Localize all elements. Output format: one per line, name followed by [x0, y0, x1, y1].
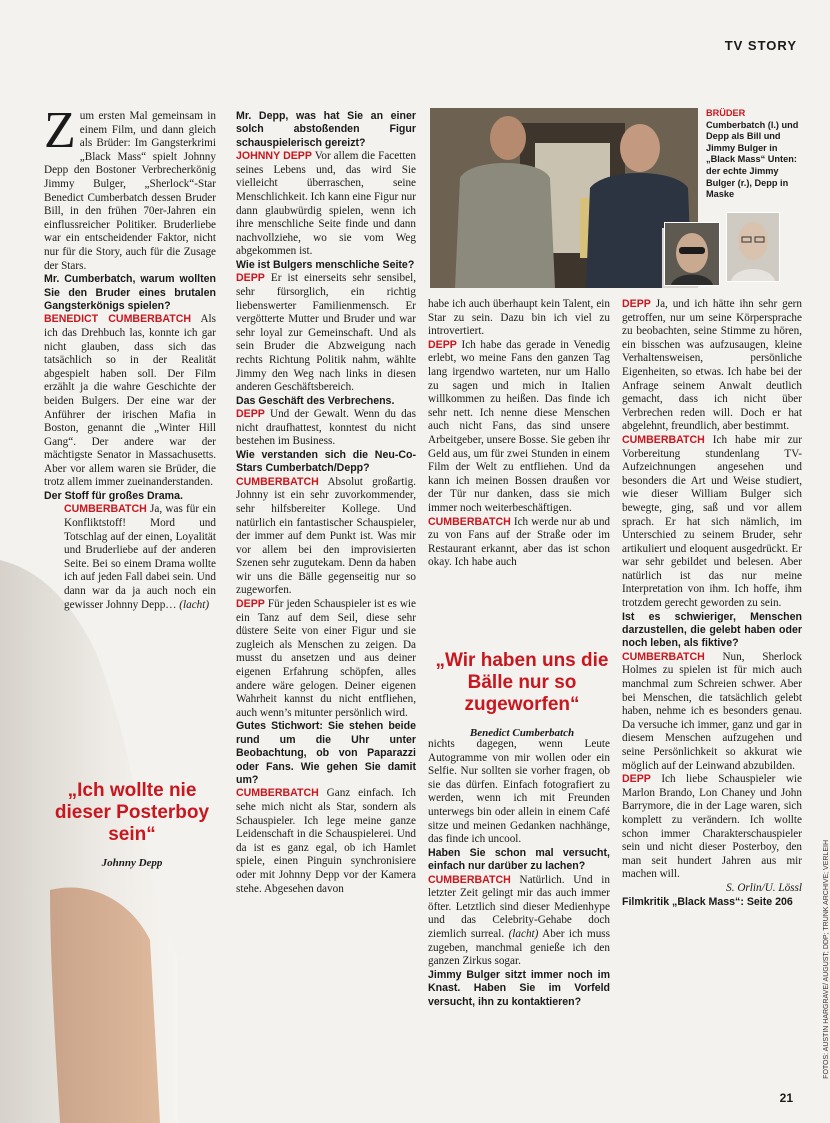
question: Haben Sie schon mal versucht, einfach nur darüber zu lachen?	[428, 846, 610, 873]
speaker-label: BENEDICT CUMBERBATCH	[44, 313, 192, 326]
answer: CUMBERBATCH Nun, Sherlock Holmes zu spielen ist für mich auch manchmal zum Schreien schwer. Aber bei Menschen, die tatsächlich gelebt haben, nehme ich es besonders genau. Da versuche ich immer, ganz und gar in diesem Menschen aufzugehen und seine Persönlichkeit so akkurat wie möglich auf der Leinwand abzubilden.	[622, 650, 802, 772]
answer: DEPP Und der Gewalt. Wenn du das nicht draufhattest, konntest du nicht bestehen im Business.	[236, 408, 417, 448]
question: Der Stoff für großes Drama.	[44, 490, 183, 503]
answer: CUMBERBATCH Ganz einfach. Ich sehe mich nicht als Star, sondern als Schauspieler. Ich lege meine ganze Leidenschaft in die Schauspielerei. Und da ist es ganz egal, ob ich Hamlet spiele, einen Pinguin synchronisiere oder mit Johnny Depp vor der Kamera stehe. Abgesehen davon	[236, 787, 416, 895]
answer: BENEDICT CUMBERBATCH Als ich das Drehbuch las, konnte ich gar nicht glauben, dass sich das tatsächlich so in der Realität abgespielt haben soll. Der Film erzählt ja die wahre Geschichte der beiden Bulgers. Der eine war der Anführer der irischen Mafia in Boston, genannt die „Winter Hill Gang“. Der andere war der mächtigste Senator in Massachusetts. Aber vor allem waren sie Brüder, die trotz allem immer zueinanderstanden.	[44, 313, 216, 489]
pullquote-cumberbatch	[434, 650, 610, 744]
pullquote-author: Johnny Depp	[101, 857, 163, 869]
answer: JOHNNY DEPP Vor allem die Facetten seines Lebens und, das wird Sie vielleicht überraschen, seine Menschlichkeit. Ich kann eine Figur nur dann glaubwürdig spielen, wenn ich ihre menschliche Seite finde und dann nachvollziehe, wo sie vom Weg abgekommen ist.	[236, 150, 417, 258]
question: Das Geschäft des Verbrechens.	[236, 394, 395, 407]
intro-paragraph: Zum ersten Mal gemeinsam in einem Film, und dann gleich als Brüder: Im Gangsterkrimi „Black Mass“ spielt Johnny Depp den Bostoner Verbrecherkönig Jimmy Bulger, „Sherlock“-Star Benedict Cumberbatch dessen Bruder Bill, in den frühen 70er-Jahren ein einflussreicher Politiker. Bruderliebe war ein entscheidender Faktor, nicht nur für die Story, auch für die Zusage der Stars.	[44, 102, 216, 272]
pullquote-depp	[38, 780, 226, 874]
question: Wie ist Bulgers menschliche Seite?	[236, 258, 415, 271]
answer: DEPP Er ist einerseits sehr sensibel, sehr fürsorglich, ein richtig liebenswerter Familienmensch. Er vergötterte Mutter und Bruder und war sehr loyal zur Gemeinschaft. Und als sein Bruder die Abzweigung nach rechts Richtung Politik nahm, wählte Jimmy den Weg nach links in diesen anderen Geschäftsbereich.	[236, 272, 417, 394]
answer: DEPP Ich liebe Schauspieler wie Marlon Brando, Lon Chaney und John Barrymore, die in der Lage waren, sich komplett zu verändern. Ich wollte schon immer Charakterschauspieler sein und nicht dieser Posterboy, den man seit hundert Jahren aus mir machen will.	[622, 773, 803, 881]
answer: nichts dagegen, wenn Leute Autogramme von mir wollen oder ein Selfie. Nur sollten sie vorher fragen, ob sie das dürfen. Einfach fotografiert zu werden, wenn ich mit Freunden unterwegs bin oder allein in einem Café sitze und meinen Gedanken nachhänge, das finde ich uncool.	[428, 738, 610, 846]
answer: CUMBERBATCH Ich werde nur ab und zu von Fans auf der Straße oder im Restaurant erkannt, aber das ist schon okay. Ich habe auch	[428, 515, 611, 569]
speaker-label: CUMBERBATCH	[64, 503, 147, 516]
movie-still-photo	[430, 108, 698, 288]
question: Wie verstanden sich die Neu-Co-Stars Cumberbatch/Depp?	[236, 448, 416, 475]
answer: CUMBERBATCH Ich habe mir zur Vorbereitung stundenlang TV-Aufzeichnungen angesehen und besonders die Art und Weise studiert, wie dieser William Bulger sich bewegte, ging, saß und vor allem sprach. Er hat sich nämlich, im Unterschied zu seinem Bruder, sehr artikuliert und eloquent ausgedrückt. Er war sehr gebildet und belesen. Aber natürlich ist das nur meine Interpretation von ihm. Ich hoffe, ihm trotzdem gerecht geworden zu sein.	[622, 433, 802, 610]
article-column-1	[44, 102, 216, 612]
answer: habe ich auch überhaupt kein Talent, ein Star zu sein. Dazu bin ich viel zu introvertiert.	[428, 298, 610, 338]
caption-kicker: BRÜDER	[706, 108, 746, 118]
article-column-2	[236, 110, 416, 896]
question: Mr. Cumberbatch, warum wollten Sie den Bruder eines brutalen Gangsterkönigs spielen?	[44, 273, 216, 312]
article-column-4	[622, 298, 802, 909]
section-title: TV STORY	[724, 38, 797, 53]
film-review-reference: Filmkritik „Black Mass“: Seite 206	[622, 895, 793, 908]
pullquote-text: „Ich wollte nie dieser Posterboy sein“	[54, 780, 210, 845]
page-number: 21	[779, 1091, 793, 1105]
answer: DEPP Ja, und ich hätte ihn sehr gern getroffen, nur um seine Körpersprache zu beobachten, seine Stimme zu hören, ein bisschen was aufzusaugen, kleine Verhaltensweisen, persönliche Eigenheiten, so etwas. Ich habe bei der Anfrage seinem Anwalt deutlich gemacht, dass ich nicht über Verbrechen reden will. Doch er hat abgelehnt, freundlich, aber bestimmt.	[622, 298, 802, 433]
question: Mr. Depp, was hat Sie an einer solch abstoßenden Figur schauspielerisch gereizt?	[236, 110, 416, 149]
author-signature: S. Orlin/U. Lössl	[726, 881, 802, 894]
photo-credit: FOTOS: AUSTIN HARGRAVE/ AUGUST; DDP; TRUNK ARCHIVE; VERLEIH	[823, 840, 830, 1079]
article-column-3-cont	[428, 738, 610, 1009]
pullquote-text: „Wir haben uns die Bälle nur so zugeworfen“	[435, 650, 609, 715]
article-column-3	[428, 298, 610, 570]
question: Jimmy Bulger sitzt immer noch im Knast. Haben Sie im Vorfeld versucht, ihn zu kontaktieren?	[428, 968, 610, 1008]
drop-cap: Z	[44, 102, 76, 159]
photo-caption	[706, 108, 806, 201]
answer: CUMBERBATCH Natürlich. Und in letzter Zeit gelingt mir das auch immer öfter. Letztlich sind dieser Medienhype und das Celebrity-Gehabe doch ziemlich surreal. (lacht) Aber ich muss zugeben, manchmal genieße ich den ganzen Zirkus sogar.	[428, 873, 610, 968]
caption-text: Cumberbatch (l.) und Depp als Bill und Jimmy Bulger in „Black Mass“ Unten: der echte Jimmy Bulger (r.), Depp in Maske	[706, 119, 799, 200]
depp-mask-thumbnail	[664, 222, 720, 286]
answer: CUMBERBATCH Absolut großartig. Johnny ist ein sehr zuvorkommender, sehr hilfsbereiter Kollege. Und natürlich ein fantastischer Schauspieler, der immer auf dem Punkt ist. Was mir vor allem bei den improvisierten Szenen sehr zugutekam. Denn da haben wir uns die Bälle gegenseitig nur so zugeworfen.	[236, 475, 416, 597]
pullquote-author: Benedict Cumberbatch	[469, 727, 575, 739]
answer: DEPP Für jeden Schauspieler ist es wie ein Tanz auf dem Seil, diese sehr düstere Seite von einer Figur und sie zugleich als Menschen zu zeigen. Da musst du ansetzen und aus deiner eigenen Erfahrung schöpfen, alles andere wäre gelogen. Deiner eigenen Wahrheit kannst du nicht entfliehen, auch wenn’s mitunter persönlich wird.	[236, 598, 416, 719]
real-bulger-thumbnail	[726, 212, 780, 282]
answer: CUMBERBATCH Ja, was für ein Konfliktstoff! Mord und Totschlag auf der einen, Loyalität und Bruderliebe auf der anderen Seite. Bei so einem Drama wollte ich auf jeden Fall dabei sein. Und dann war da ja auch noch ein gewisser Johnny Depp… (lacht)	[64, 503, 216, 611]
answer: DEPP Ich habe das gerade in Venedig erlebt, wo meine Fans den ganzen Tag lang irgendwo warteten, nur um Hallo zu sagen und mich in Italien willkommen zu heißen. Das finde ich sehr nett. Ich nenne diese Menschen auch nicht Fans, das sind unsere Arbeitgeber, unsere Bosse. Sie geben ihr Geld aus, um für zwei Stunden in einem Film der Welt zu entfliehen. Und da kann ich meinen Bossen draußen vor der Tür nur danken, dass sie mich immer noch weiterbeschäftigen.	[428, 338, 610, 514]
question: Gutes Stichwort: Sie stehen beide rund um die Uhr unter Beobachtung, ob von Paparazzi oder Fans. Wie gehen Sie damit um?	[236, 720, 416, 787]
question: Ist es schwieriger, Menschen darzustellen, die gelebt haben oder noch leben, als fiktive?	[622, 610, 802, 650]
